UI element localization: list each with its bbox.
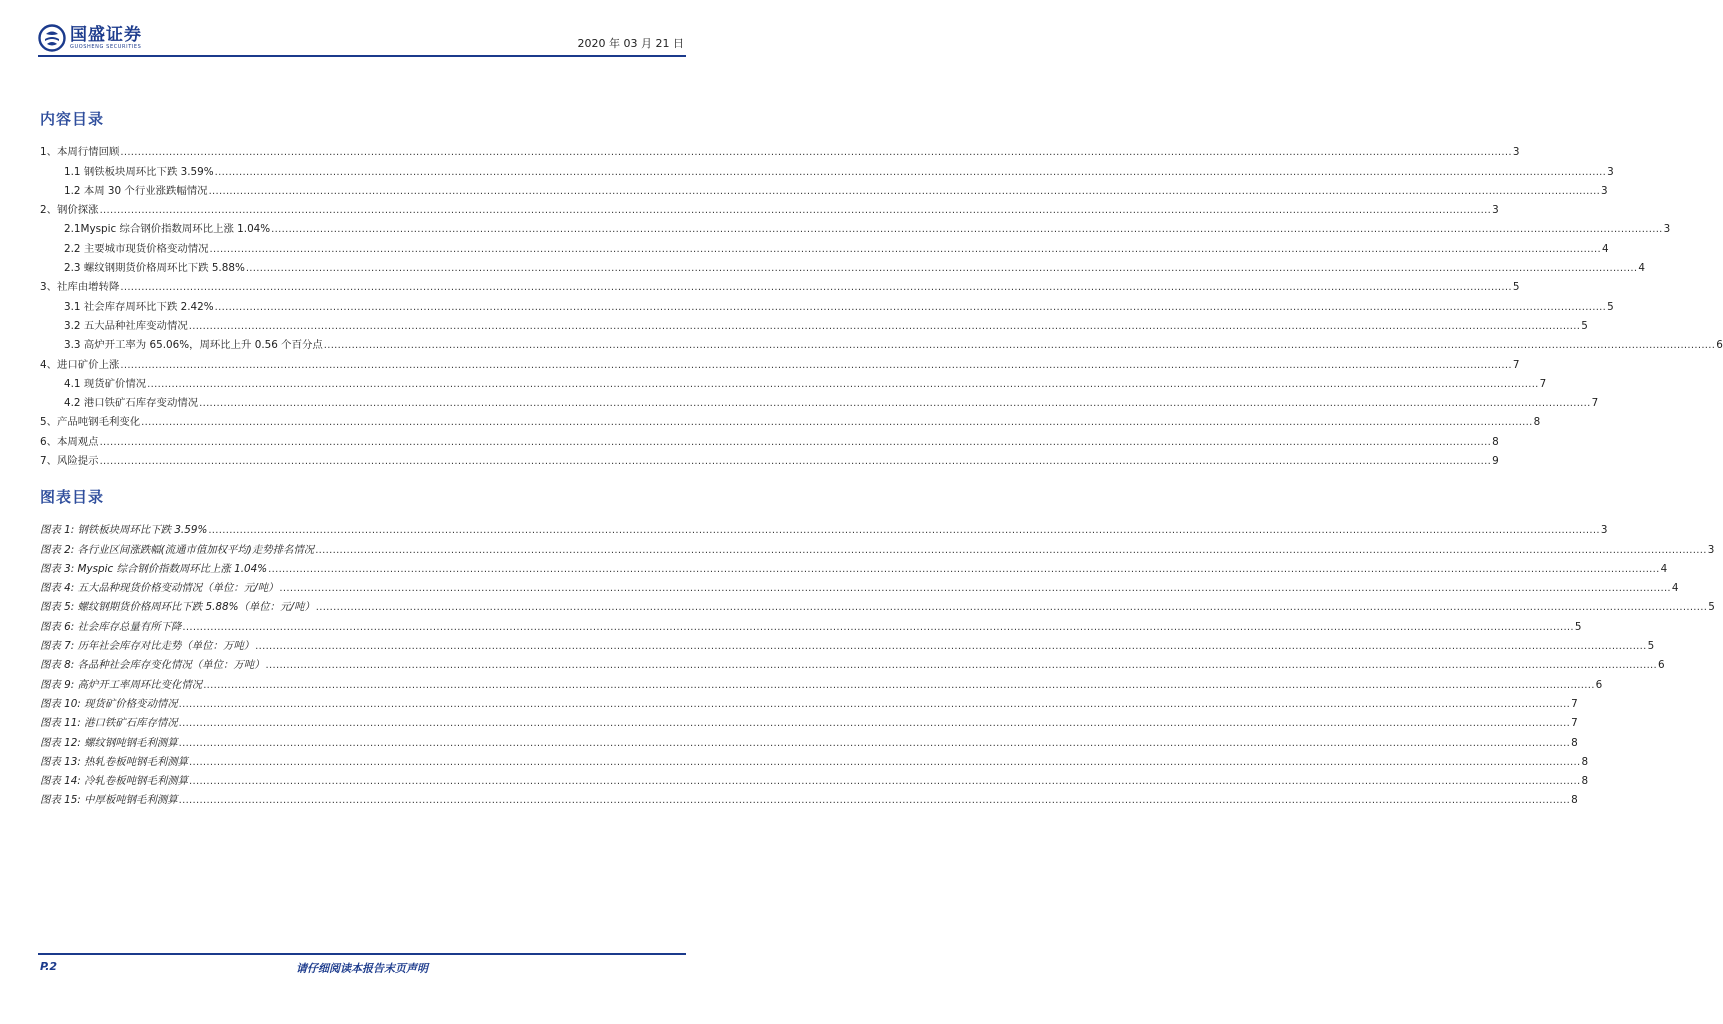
toc-entry-page: 6 [1716,339,1723,352]
toc-list [40,140,1723,468]
dot-leader: ................................................................................................................................................................................................................................................................................................................................................................................................................ [99,205,1492,217]
figure-entry-title: 图表 9: 高炉开工率周环比变化情况 [40,678,203,691]
figure-entry[interactable] [40,711,1578,730]
toc-entry-page: 3 [1663,223,1671,236]
dot-leader: ................................................................................................................................................................................................................................................................................................................................................................................................................ [203,679,1595,691]
toc-entry-title: 3.2 五大品种社库变动情况 [64,319,188,332]
dot-leader: ................................................................................................................................................................................................................................................................................................................................................................................................................ [178,737,1571,749]
toc-entry[interactable] [40,198,1499,217]
toc-entry-title: 5、产品吨钢毛利变化 [40,416,141,429]
dot-leader: ................................................................................................................................................................................................................................................................................................................................................................................................................ [120,359,1512,371]
report-date: 2020 年 03 月 21 日 [577,37,684,50]
figure-entry[interactable] [40,557,1668,576]
figure-entry-page: 5 [1574,620,1582,633]
page-header [38,20,686,58]
toc-entry-page: 7 [1512,358,1520,371]
toc-entry[interactable] [40,372,1547,391]
toc-entry[interactable] [40,449,1499,468]
dot-leader: ................................................................................................................................................................................................................................................................................................................................................................................................................ [209,243,1601,255]
toc-entry-page: 9 [1492,455,1499,468]
figure-entry-page: 4 [1671,582,1679,595]
figure-entry[interactable] [40,788,1578,807]
figure-entry-title: 图表 10: 现货矿价格变动情况 [40,697,178,710]
figure-entry-page: 6 [1595,678,1603,691]
toc-entry-page: 3 [1607,165,1614,178]
toc-entry-title: 2.3 螺纹钢期货价格周环比下跌 5.88% [64,262,245,275]
dot-leader: ................................................................................................................................................................................................................................................................................................................................................................................................................ [178,698,1571,710]
figure-entry[interactable] [40,595,1715,614]
toc-entry-title: 1.1 钢铁板块周环比下跌 3.59% [64,165,214,178]
toc-entry[interactable] [40,429,1499,448]
figure-entry-page: 8 [1581,775,1589,788]
toc-entry[interactable] [40,410,1541,429]
figure-entry-title: 图表 14: 冷轧卷板吨钢毛利测算 [40,775,189,788]
page-number: P.2 [40,960,58,973]
toc-entry-title: 1、本周行情回顾 [40,146,120,159]
toc-entry-title: 3.1 社会库存周环比下跌 2.42% [64,300,214,313]
toc-entry-title: 2.2 主要城市现货价格变动情况 [64,242,209,255]
toc-entry[interactable] [40,256,1645,275]
toc-entry[interactable] [40,352,1520,371]
dot-leader: ................................................................................................................................................................................................................................................................................................................................................................................................................ [99,436,1492,448]
dot-leader: ................................................................................................................................................................................................................................................................................................................................................................................................................ [178,718,1571,730]
dot-leader: ................................................................................................................................................................................................................................................................................................................................................................................................................ [120,147,1512,159]
toc-entry-title: 3.3 高炉开工率为 65.06%，周环比上升 0.56 个百分点 [64,339,323,352]
figure-entry[interactable] [40,634,1655,653]
dot-leader: ................................................................................................................................................................................................................................................................................................................................................................................................................ [178,795,1571,807]
toc-heading: 内容目录 [40,110,105,128]
figure-entry[interactable] [40,518,1608,537]
figure-entry-page: 8 [1571,736,1578,749]
figure-entry-page: 7 [1571,697,1578,710]
toc-entry-page: 3 [1601,184,1608,197]
dot-leader: ................................................................................................................................................................................................................................................................................................................................................................................................................ [141,417,1533,429]
toc-entry-page: 8 [1533,416,1541,429]
figure-entry-title: 图表 4: 五大品种现货价格变动情况（单位：元/吨） [40,582,279,595]
figure-entry[interactable] [40,653,1665,672]
figure-entry-page: 3 [1707,543,1715,556]
dot-leader: ................................................................................................................................................................................................................................................................................................................................................................................................................ [265,660,1658,672]
toc-entry[interactable] [40,159,1614,178]
guosheng-logo-icon [38,24,66,52]
figure-entry-title: 图表 3: Myspic 综合钢价指数周环比上涨 1.04% [40,562,268,575]
figure-entry[interactable] [40,769,1589,788]
figure-entry[interactable] [40,750,1589,769]
toc-entry-page: 4 [1638,262,1645,275]
figure-entry-title: 图表 6: 社会库存总量有所下降 [40,620,182,633]
dot-leader: ................................................................................................................................................................................................................................................................................................................................................................................................................ [315,602,1708,614]
toc-entry-title: 6、本周观点 [40,435,99,448]
figure-entry[interactable] [40,576,1679,595]
figure-entry-title: 图表 1: 钢铁板块周环比下跌 3.59% [40,524,208,537]
figure-entry-title: 图表 15: 中厚板吨钢毛利测算 [40,794,178,807]
toc-entry-page: 4 [1602,242,1609,255]
figure-entry-page: 7 [1571,717,1578,730]
figure-entry-title: 图表 2: 各行业区间涨跌幅(流通市值加权平均)走势排名情况 [40,543,315,556]
toc-entry[interactable] [40,333,1723,352]
brand-logo [38,22,142,54]
footer-divider [38,953,686,955]
toc-entry-page: 7 [1539,377,1547,390]
figure-entry-page: 3 [1600,524,1608,537]
figure-entry-title: 图表 8: 各品种社会库存变化情况（单位：万吨） [40,659,265,672]
toc-entry-page: 8 [1492,435,1499,448]
figure-entry[interactable] [40,692,1578,711]
toc-entry-title: 2、钢价探涨 [40,204,99,217]
toc-entry[interactable] [40,217,1671,236]
figure-entry[interactable] [40,614,1582,633]
figure-entry-page: 6 [1658,659,1665,672]
figure-entry-page: 5 [1708,601,1715,614]
dot-leader: ................................................................................................................................................................................................................................................................................................................................................................................................................ [214,301,1607,313]
dot-leader: ................................................................................................................................................................................................................................................................................................................................................................................................................ [182,621,1574,633]
figure-list-heading: 图表目录 [40,488,105,506]
figure-entry[interactable] [40,730,1578,749]
toc-entry-title: 4.2 港口铁矿石库存变动情况 [64,397,199,410]
toc-entry[interactable] [40,391,1599,410]
figure-entry-title: 图表 12: 螺纹钢吨钢毛利测算 [40,736,178,749]
brand-name-cn: 国盛证券 [70,24,142,45]
toc-entry[interactable] [40,294,1614,313]
dot-leader: ................................................................................................................................................................................................................................................................................................................................................................................................................ [147,378,1539,390]
dot-leader: ................................................................................................................................................................................................................................................................................................................................................................................................................ [323,340,1716,352]
figure-entry-title: 图表 5: 螺纹钢期货价格周环比下跌 5.88%（单位：元/吨） [40,601,315,614]
toc-entry[interactable] [40,179,1608,198]
figure-entry-page: 8 [1571,794,1578,807]
dot-leader: ................................................................................................................................................................................................................................................................................................................................................................................................................ [279,583,1671,595]
toc-entry[interactable] [40,236,1609,255]
toc-entry[interactable] [40,140,1520,159]
toc-entry-page: 7 [1591,397,1599,410]
dot-leader: ................................................................................................................................................................................................................................................................................................................................................................................................................ [208,185,1601,197]
figure-entry-page: 5 [1647,640,1655,653]
dot-leader: ................................................................................................................................................................................................................................................................................................................................................................................................................ [208,525,1600,537]
disclaimer-note: 请仔细阅读本报告末页声明 [296,962,428,975]
toc-entry-title: 1.2 本周 30 个行业涨跌幅情况 [64,184,208,197]
figure-entry[interactable] [40,672,1603,691]
toc-entry-title: 7、风险提示 [40,455,99,468]
dot-leader: ................................................................................................................................................................................................................................................................................................................................................................................................................ [315,544,1707,556]
dot-leader: ................................................................................................................................................................................................................................................................................................................................................................................................................ [268,563,1660,575]
toc-entry[interactable] [40,314,1588,333]
toc-entry-page: 3 [1492,204,1499,217]
toc-entry-page: 5 [1581,319,1588,332]
toc-entry-title: 4、进口矿价上涨 [40,358,120,371]
figure-entry[interactable] [40,537,1715,556]
toc-entry[interactable] [40,275,1520,294]
dot-leader: ................................................................................................................................................................................................................................................................................................................................................................................................................ [245,263,1638,275]
toc-entry-page: 5 [1512,281,1520,294]
header-divider [38,55,686,57]
toc-entry-title: 4.1 现货矿价情况 [64,377,147,390]
dot-leader: ................................................................................................................................................................................................................................................................................................................................................................................................................ [271,224,1663,236]
dot-leader: ................................................................................................................................................................................................................................................................................................................................................................................................................ [189,776,1581,788]
figure-entry-title: 图表 11: 港口铁矿石库存情况 [40,717,178,730]
dot-leader: ................................................................................................................................................................................................................................................................................................................................................................................................................ [199,398,1591,410]
toc-entry-title: 2.1Myspic 综合钢价指数周环比上涨 1.04% [64,223,271,236]
dot-leader: ................................................................................................................................................................................................................................................................................................................................................................................................................ [120,282,1512,294]
figure-entry-title: 图表 13: 热轧卷板吨钢毛利测算 [40,755,189,768]
dot-leader: ................................................................................................................................................................................................................................................................................................................................................................................................................ [255,641,1647,653]
dot-leader: ................................................................................................................................................................................................................................................................................................................................................................................................................ [99,456,1492,468]
figure-entry-page: 8 [1581,755,1589,768]
figure-entry-title: 图表 7: 历年社会库存对比走势（单位：万吨） [40,640,255,653]
toc-entry-page: 3 [1512,146,1520,159]
dot-leader: ................................................................................................................................................................................................................................................................................................................................................................................................................ [188,320,1581,332]
toc-entry-page: 5 [1607,300,1614,313]
brand-name-en: GUOSHENG SECURITIES [70,43,142,50]
figure-list [40,518,1715,807]
figure-entry-page: 4 [1660,562,1668,575]
dot-leader: ................................................................................................................................................................................................................................................................................................................................................................................................................ [214,166,1607,178]
toc-entry-title: 3、社库由增转降 [40,281,120,294]
dot-leader: ................................................................................................................................................................................................................................................................................................................................................................................................................ [189,756,1581,768]
